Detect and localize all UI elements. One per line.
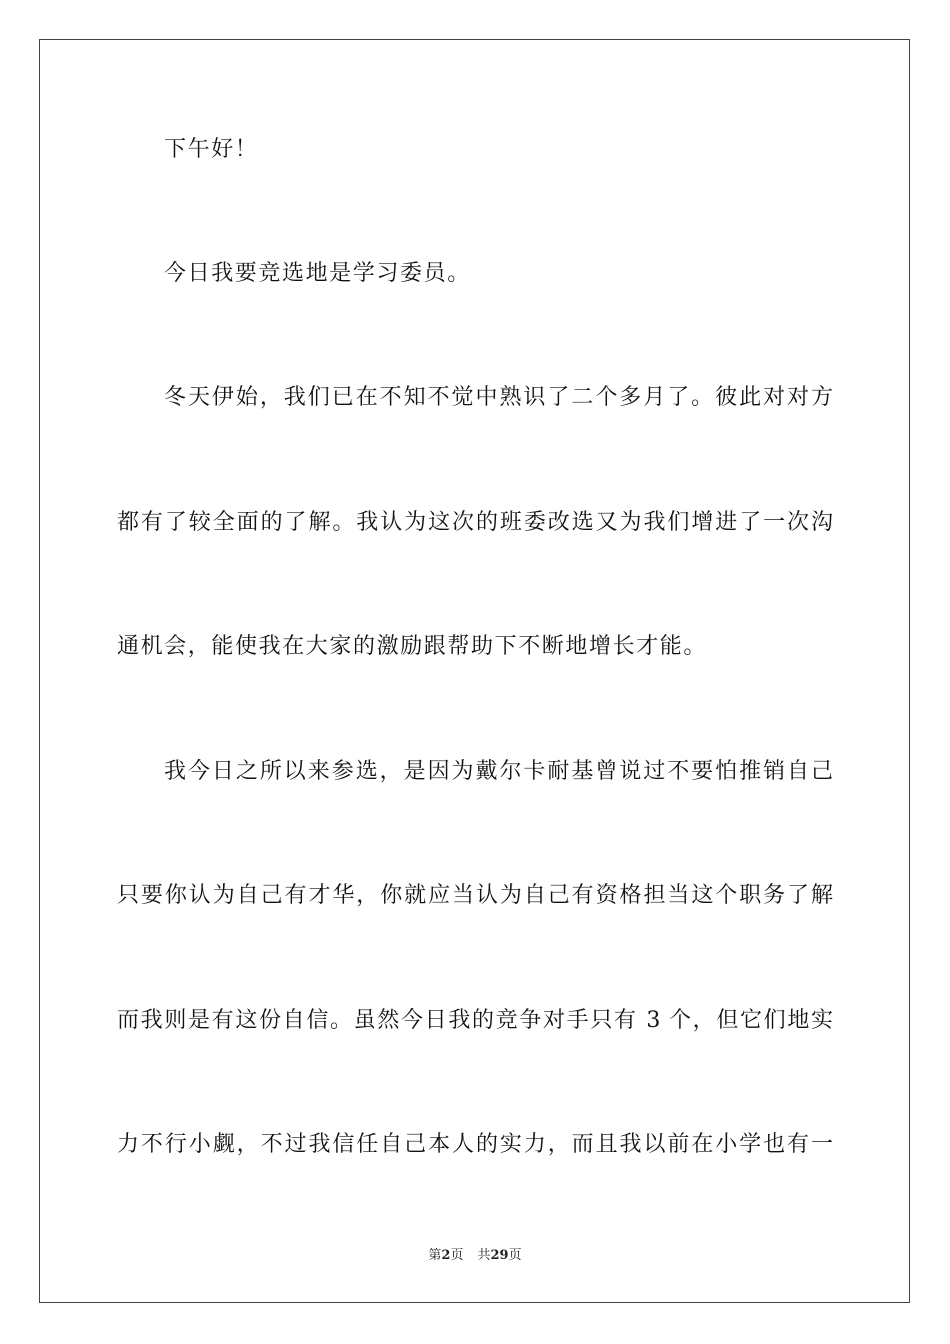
paragraph-line: 冬天伊始，我们已在不知不觉中熟识了二个多月了。彼此对对方	[164, 385, 833, 410]
paragraph-line: 通机会，能使我在大家的激励跟帮助下不断地增长才能。	[117, 634, 708, 659]
page-frame	[39, 39, 910, 1303]
paragraph-greeting: 下午好！	[164, 137, 259, 162]
paragraph-line: 我今日之所以来参选，是因为戴尔卡耐基曾说过不要怕推销自己	[164, 759, 833, 784]
page-number: 2	[441, 1248, 451, 1263]
paragraph-line: 只要你认为自己有才华，你就应当认为自己有资格担当这个职务了解	[117, 883, 833, 908]
total-suffix: 页	[508, 1248, 522, 1263]
paragraph-line: 而我则是有这份自信。虽然今日我的竞争对手只有 3 个，但它们地实	[117, 1008, 833, 1033]
paragraph-line: 力不行小觑，不过我信任自己本人的实力，而且我以前在小学也有一	[117, 1132, 833, 1157]
paragraph-line: 都有了较全面的了解。我认为这次的班委改选又为我们增进了一次沟	[117, 510, 833, 535]
total-prefix: 共	[477, 1248, 491, 1263]
page-footer	[0, 1247, 950, 1265]
page-prefix: 第	[428, 1248, 442, 1263]
total-pages: 29	[490, 1248, 509, 1263]
paragraph-intro: 今日我要竞选地是学习委员。	[164, 261, 471, 286]
page-suffix: 页	[450, 1248, 464, 1263]
